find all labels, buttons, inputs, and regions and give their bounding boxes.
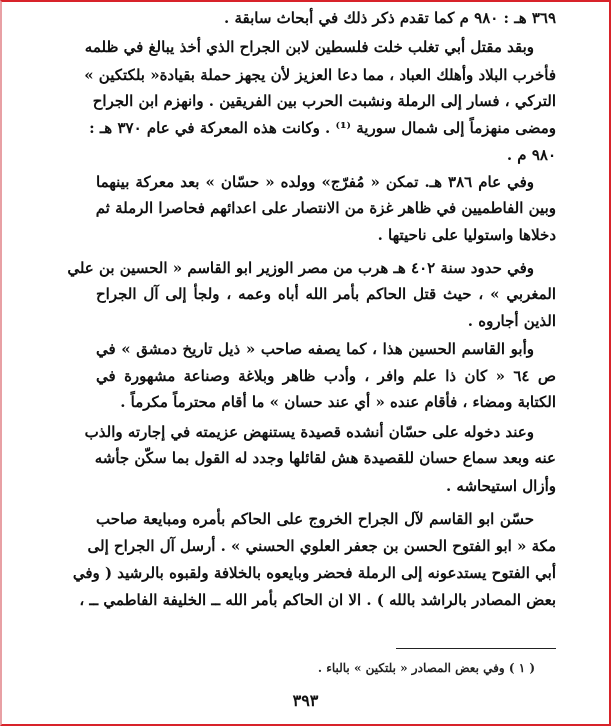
footnote: ( ١ ) وفي بعض المصادر « بلتكين » بالباء . [317, 661, 535, 675]
footnote-divider [396, 648, 556, 649]
text-line: مكة « ابو الفتوح الحسن بن جعفر العلوي الحسني » . أرسل آل الجراح إلى [87, 537, 556, 555]
page-number: ٣٩٣ [292, 691, 319, 710]
text-line: وفي عام ٣٨٦ هـ. تمكن « مُفرّج» وولده « حسّان » بعد معركة بينهما [96, 173, 535, 191]
text-line: التركي ، فسار إلى الرملة ونشبت الحرب بين الفريقين . وانهزم ابن الجراح [92, 92, 556, 110]
text-line: وبين الفاطميين في ظاهر غزة من الانتصار على اعدائهم فحاصرا الرملة ثم [95, 199, 556, 217]
text-line: فأخرب البلاد وأهلك العباد ، مما دعا العزيز لأن يجهز حملة بقيادة« بلكتكين » [84, 66, 556, 84]
text-line: ٣٦٩ هـ : ٩٨٠ م كما تقدم ذكر ذلك في أبحاث سابقة . [224, 9, 556, 27]
text-line: بعض المصادر بالراشد بالله ) . الا ان الحاكم بأمر الله ــ الخليفة الفاطمي ــ ، [79, 591, 556, 609]
text-line: المغربي » ، حيث قتل الحاكم بأمر الله أباه وعمه ، ولجأ إلى آل الجراح [96, 285, 556, 303]
text-line: حسّن ابو القاسم لآل الجراح الخروج على الحاكم بأمره ومبايعة صاحب [96, 510, 534, 528]
text-line: دخلاها واستوليا على ناحيتها . [377, 226, 556, 244]
text-line: أبي الفتوح يستدعونه إلى الرملة فحضر وبايعوه بالخلافة ولقبوه بالرشيد ( وفي [72, 564, 556, 582]
text-line: ص ٦٤ « كان ذا علم وافر ، وأدب ظاهر وبلاغة وصناعة مشهورة في [96, 367, 556, 385]
text-line: عنه وبعد سماع حسان للقصيدة هش لقائلها وجدد له القول بما سكّن جأشه [94, 449, 556, 467]
text-line: ٩٨٠ م . [506, 146, 556, 164]
text-line: وبقد مقتل أبي تغلب خلت فلسطين لابن الجراح الذي أخذ يبالغ في ظلمه [84, 38, 534, 56]
text-line: الذين أجاروه . [467, 312, 556, 330]
text-line: وفي حدود سنة ٤٠٢ هـ هرب من مصر الوزير ابو القاسم « الحسين بن علي [67, 259, 534, 277]
text-line: وعند دخوله على حسّان أنشده قصيدة يستنهض عزيمته في إجارته والذب [84, 423, 534, 441]
text-line: وأبو القاسم الحسين هذا ، كما يصفه صاحب « ذيل تاريخ دمشق » في [96, 340, 534, 358]
text-line: وأزال استيحاشه . [445, 477, 556, 495]
text-line: ومضى منهزماً إلى شمال سورية ⁽¹⁾ . وكانت هذه المعركة في عام ٣٧٠ هـ : [89, 119, 556, 137]
text-line: الكتابة ومضاء ، فأقام عنده « أي عند حسان » ما أقام محترماً مكرماً . [120, 393, 556, 411]
